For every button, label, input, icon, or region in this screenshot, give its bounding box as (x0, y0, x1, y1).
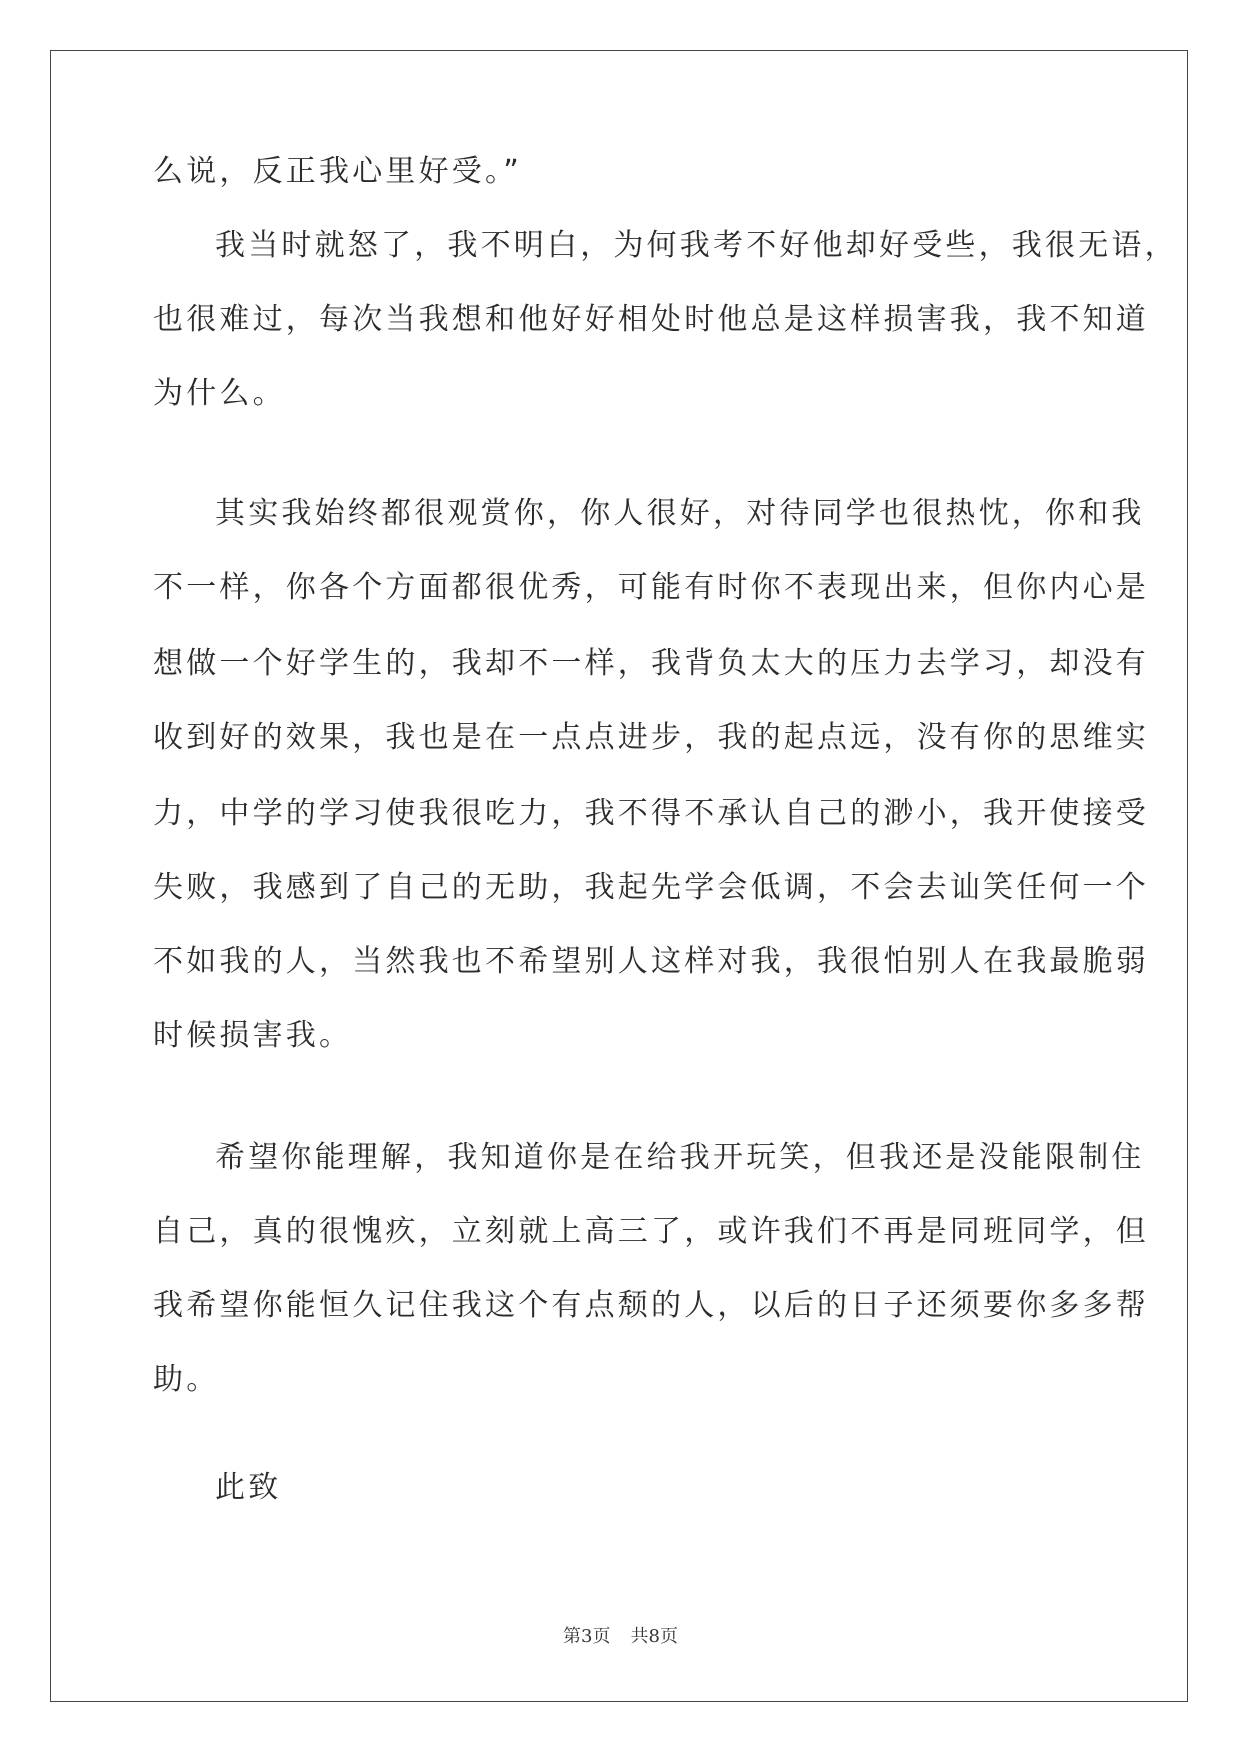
text-line: 么说，反正我心里好受。” (153, 154, 522, 189)
text-line: 力，中学的学习使我很吃力，我不得不承认自己的渺小，我开使接受 (153, 796, 1149, 831)
text-line: 不如我的人，当然我也不希望别人这样对我，我很怕别人在我最脆弱 (153, 944, 1149, 979)
text-line: 也很难过，每次当我想和他好好相处时他总是这样损害我，我不知道 (153, 302, 1149, 337)
paragraph-start-line: 希望你能理解，我知道你是在给我开玩笑，但我还是没能限制住 (215, 1140, 1145, 1175)
text-line: 助。 (153, 1362, 220, 1397)
closing-salutation: 此致 (215, 1470, 282, 1505)
text-line: 自己，真的很愧疚，立刻就上高三了，或许我们不再是同班同学，但 (153, 1214, 1149, 1249)
text-line: 时候损害我。 (153, 1018, 353, 1053)
text-line: 收到好的效果，我也是在一点点进步，我的起点远，没有你的思维实 (153, 720, 1149, 755)
text-line: 我希望你能恒久记住我这个有点颓的人，以后的日子还须要你多多帮 (153, 1288, 1149, 1323)
page-number: 第3页 (563, 1626, 611, 1647)
paragraph-start-line: 其实我始终都很观赏你，你人很好，对待同学也很热忱，你和我 (215, 496, 1145, 531)
page-total: 共8页 (630, 1626, 678, 1647)
text-line: 失败，我感到了自己的无助，我起先学会低调，不会去讪笑任何一个 (153, 870, 1149, 905)
page-footer (0, 1622, 1241, 1648)
text-line: 想做一个好学生的，我却不一样，我背负太大的压力去学习，却没有 (153, 646, 1149, 681)
text-line: 为什么。 (153, 376, 286, 411)
text-line: 不一样，你各个方面都很优秀，可能有时你不表现出来，但你内心是 (153, 570, 1149, 605)
paragraph-start-line: 我当时就怒了，我不明白，为何我考不好他却好受些，我很无语， (215, 228, 1178, 263)
